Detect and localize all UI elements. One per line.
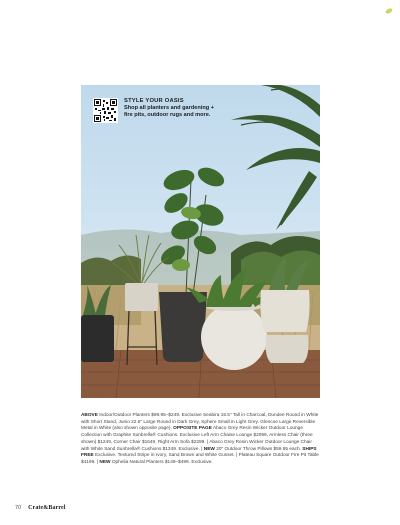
promo-qr-block [93,98,224,123]
promo-text [124,98,224,119]
caption-ships-free-text: Exclusive. Textured Stripe in Ivory, Sand Brown and White Gusset. | Plateau Square Outdoor Fire Pit Table $4199. | [81,453,319,465]
brand-leaf-icon [385,7,393,15]
caption-above-label: ABOVE [81,413,98,418]
promo-body: Shop all planters and gardening + fire pits, outdoor rugs and more. [124,105,214,118]
caption-opposite-label: OPPOSITE PAGE [173,426,212,432]
patio-planters-photo [81,85,320,398]
caption-above-text: Indoor/Outdoor Planters $99.95–$249. Exclusive Seabira 15.5" Tall in Charcoal, Dundee Round in White with Short Stand, Junio 22.5" Large Round in Dark Grey, Sphere Small in Light Grey. Glencoe Large Reversible Metal in White (also shown opposite page). [81,413,319,432]
caption-opposite-text: Abaco Grey Resin Wicker Outdoor Lounge Collection with Graphite Sunbrella® Cushions. Exclusive Left Arm Chaise Lounge $2099, Armless Chair (three shown) $1249, Corner Chair $1649, Right Arm Sofa $2299. | Abaco Grey Resin Wicker Outdoor Lounge Chair with White Sand Sunbrella® Cushions $1349. Exclusive. | [81,426,313,452]
caption-new-label-2: NEW [99,459,111,465]
brand-logo: Crate&Barrel [28,505,66,511]
planters-scene-illustration [81,85,320,398]
page-number: 70 [15,505,22,511]
promo-title: STYLE YOUR OASIS [124,98,184,104]
caption-new-text-2: Ophelia Natural Planters $149–$499. Exclusive. [111,459,213,465]
page-footer [15,505,66,511]
caption-new-text: 20" Outdoor Throw Pillows $59.95 each. [216,446,301,452]
product-caption [81,413,321,467]
qr-code-icon[interactable] [93,98,118,123]
caption-new-label: NEW [203,446,215,452]
caption-ships-free-label: SHIPS FREE [81,446,317,459]
